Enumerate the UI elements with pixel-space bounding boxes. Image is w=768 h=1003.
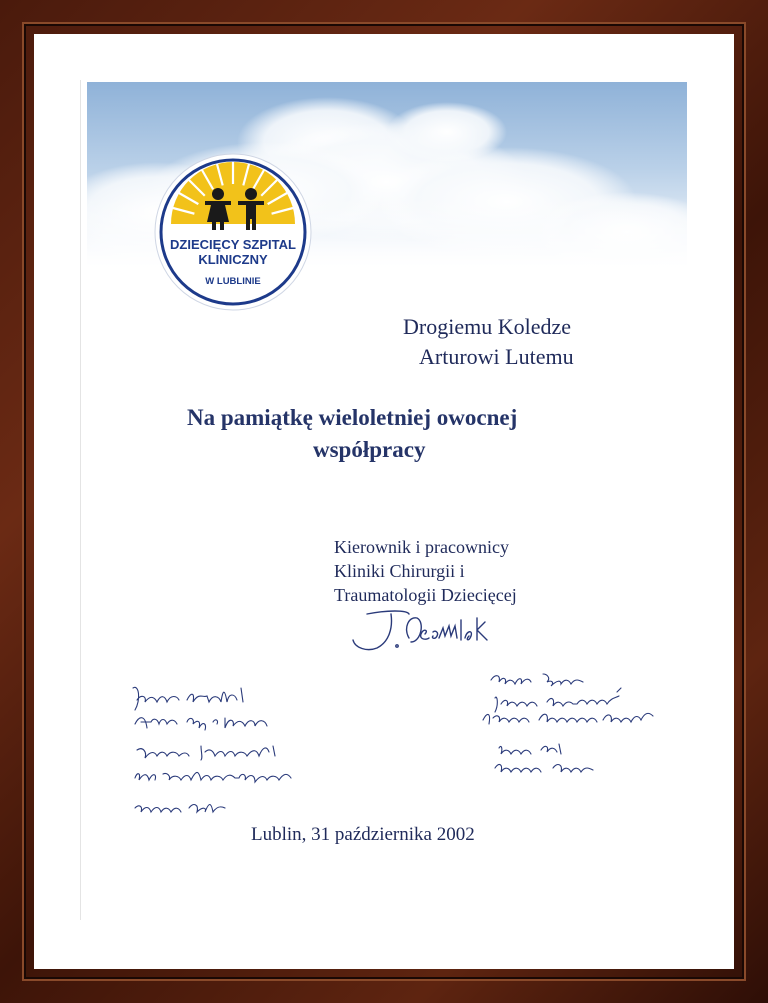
hospital-logo — [153, 152, 313, 312]
from-line-2: Kliniki Chirurgii i — [334, 561, 465, 581]
from-line-3: Traumatologii Dziecięcej — [334, 585, 517, 605]
greeting-line-1: Drogiemu Koledze — [403, 314, 571, 339]
logo-text-line-1: DZIECIĘCY SZPITAL — [170, 237, 296, 252]
date-place: Lublin, 31 października 2002 — [251, 824, 475, 845]
head-signature — [347, 608, 497, 658]
dedication-line-1: Na pamiątkę wieloletniej owocnej — [187, 405, 518, 430]
diploma-sheet — [80, 80, 691, 920]
logo-text-line-2: KLINICZNY — [198, 252, 268, 267]
greeting-line-2: Arturowi Lutemu — [419, 344, 574, 369]
staff-signatures-right — [469, 668, 699, 798]
logo-text-line-3: W LUBLINIE — [205, 276, 261, 287]
from-line-1: Kierownik i pracownicy — [334, 537, 509, 557]
dedication-line-2: współpracy — [313, 437, 426, 462]
